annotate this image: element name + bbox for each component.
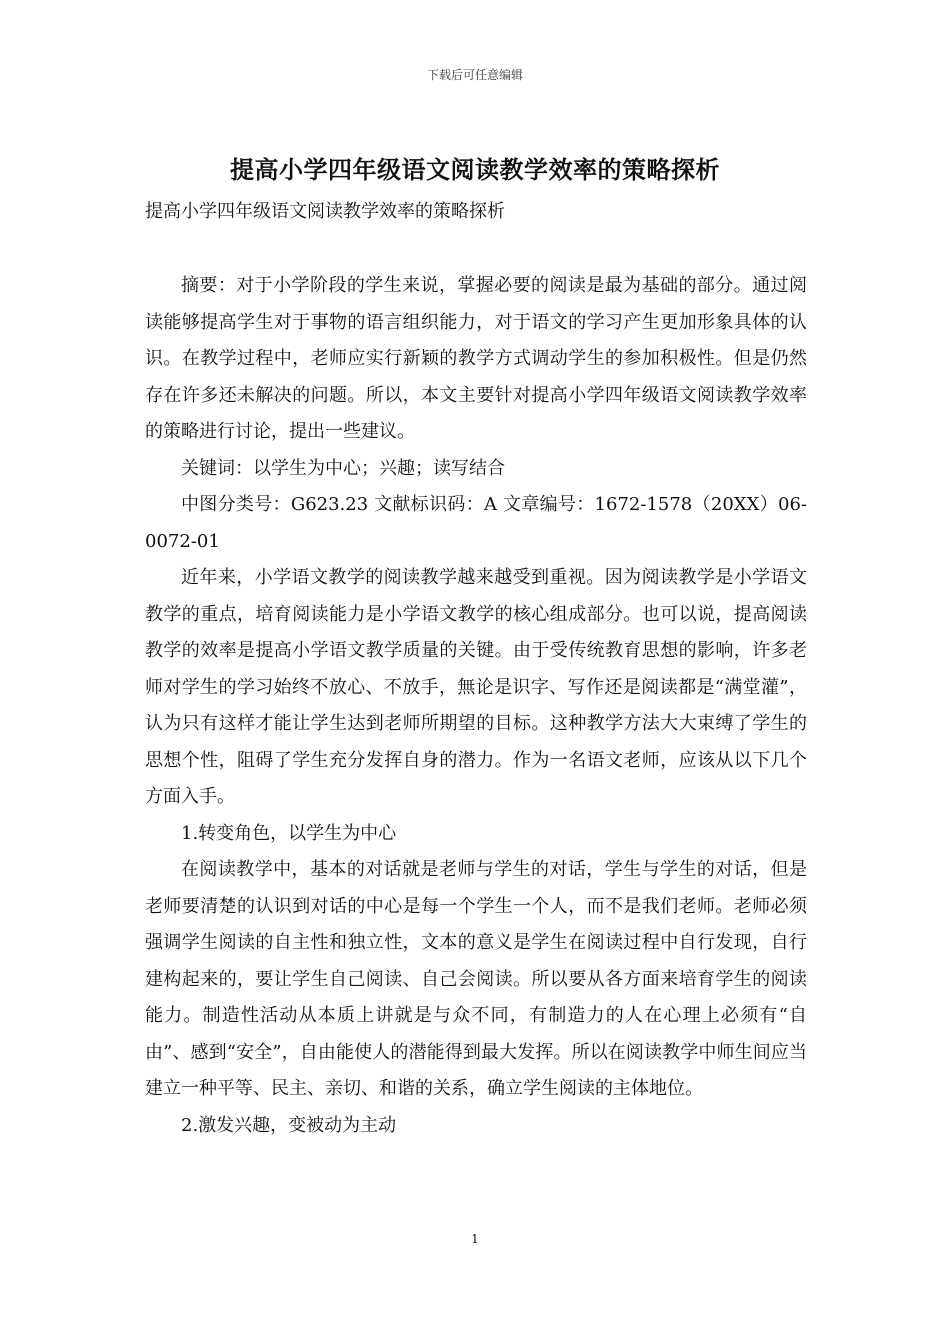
section-heading-1: 1.转变角色，以学生为中心 [181,822,397,844]
abstract-paragraph: 摘要：对于小学阶段的学生来说，掌握必要的阅读是最为基础的部分。通过阅读能够提高学生对于事物的语言组织能力，对于语文的学习产生更加形象具体的认识。在教学过程中，老师应实行新颖的教学方式调动学生的参加积极性。但是仍然存在许多还未解决的问题。所以，本文主要针对提高小学四年级语文阅读教学效率的策略进行讨论，提出一些建议。 [145,275,807,442]
section-1-paragraph: 在阅读教学中，基本的对话就是老师与学生的对话，学生与学生的对话，但是老师要清楚的认识到对话的中心是每一个学生一个人，而不是我们老师。老师必须强调学生阅读的自主性和独立性，文本的意义是学生在阅读过程中自行发现，自行建构起来的，要让学生自己阅读、自己会阅读。所以要从各方面来培育学生的阅读能力。制造性活动从本质上讲就是与众不同，有制造力的人在心理上必须有“自由”、感到“安全”，自由能使人的潜能得到最大发挥。所以在阅读教学中师生间应当建立一种平等、民主、亲切、和谐的关系，确立学生阅读的主体地位。 [145,859,807,1099]
section-heading-2: 2.激发兴趣，变被动为主动 [181,1114,397,1136]
keywords-paragraph: 关键词：以学生为中心；兴趣；读写结合 [181,457,505,479]
document-subtitle: 提高小学四年级语文阅读教学效率的策略探析 [145,201,505,222]
intro-paragraph: 近年来，小学语文教学的阅读教学越来越受到重视。因为阅读教学是小学语文教学的重点，培育阅读能力是小学语文教学的核心组成部分。也可以说，提高阅读教学的效率是提高小学语文教学质量的关键。由于受传统教育思想的影响，许多老师对学生的学习始终不放心、不放手，無论是识字、写作还是阅读都是“满堂灌”，认为只有这样才能让学生达到老师所期望的目标。这种教学方法大大束缚了学生的思想个性，阻碍了学生充分发挥自身的潜力。作为一名语文老师，应该从以下几个方面入手。 [145,567,807,807]
document-title: 提高小学四年级语文阅读教学效率的策略探析 [230,155,720,184]
page-number: 1 [471,1232,479,1246]
classification-paragraph: 中图分类号：G623.23 文献标识码：A 文章编号：1672-1578（20XX）06-0072-01 [145,494,807,552]
header-note: 下载后可任意编辑 [426,68,523,82]
document-body [145,268,807,1144]
